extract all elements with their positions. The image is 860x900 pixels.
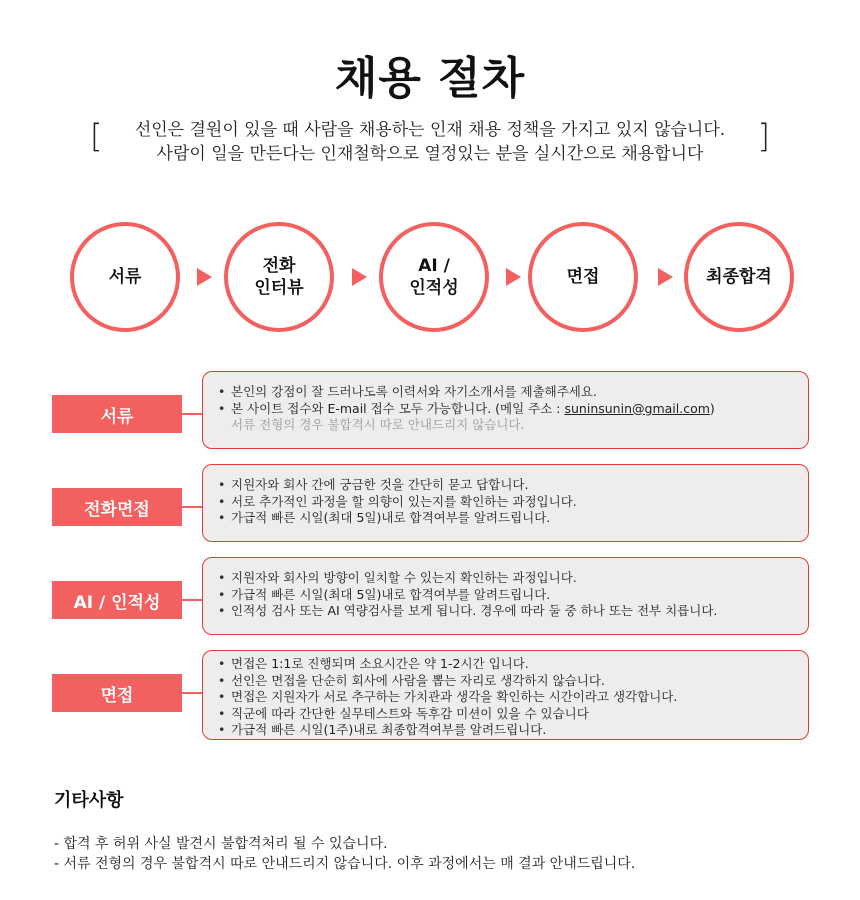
section-documents <box>52 371 809 449</box>
detail-list <box>217 656 796 739</box>
step-label <box>254 255 303 299</box>
left-bracket: [ <box>90 117 103 155</box>
step-label-line: 인적성 <box>409 278 459 298</box>
email-link[interactable]: suninsunin@gmail.com <box>564 400 710 416</box>
list-item: • 가급적 빠른 시일(1주)내로 최종합격여부를 알려드립니다. <box>217 722 796 739</box>
list-item: • 가급적 빠른 시일(최대 5일)내로 합격여부를 알려드립니다. <box>217 587 796 604</box>
section-tag: 서류 <box>52 395 182 433</box>
list-item: • 인적성 검사 또는 AI 역량검사를 보게 됩니다. 경우에 따라 둘 중 하나 또는 전부 치릅니다. <box>217 603 796 620</box>
list-item: • 본인의 강점이 잘 드러나도록 이력서와 자기소개서를 제출해주세요. <box>217 384 796 401</box>
arrow-right-icon <box>506 268 521 286</box>
section-phone-interview <box>52 464 809 542</box>
list-item: • 지원자와 회사의 방향이 일치할 수 있는지 확인하는 과정입니다. <box>217 570 796 587</box>
step-label: 면접 <box>566 267 600 287</box>
step-label: 서류 <box>108 267 142 287</box>
step-label <box>409 255 458 299</box>
list-item: • 서로 추가적인 과정을 할 의향이 있는지를 확인하는 과정입니다. <box>217 494 796 511</box>
step-documents <box>70 222 180 332</box>
connector-line <box>182 506 202 508</box>
list-item-text: 본 사이트 접수와 E-mail 접수 모두 가능합니다. (메일 주소 : <box>231 400 565 416</box>
step-label-line: 인터뷰 <box>254 278 304 298</box>
step-ai-aptitude <box>379 222 489 332</box>
step-phone-interview <box>224 222 334 332</box>
intro-line-1: 선인은 결원이 있을 때 사람을 채용하는 인재 채용 정책을 가지고 있지 않습니다. <box>134 120 726 140</box>
connector-line <box>182 413 202 415</box>
list-item: • 지원자와 회사 간에 궁금한 것을 간단히 묻고 답합니다. <box>217 477 796 494</box>
section-box <box>202 371 809 449</box>
section-box <box>202 557 809 635</box>
section-tag: 면접 <box>52 674 182 712</box>
connector-line <box>182 599 202 601</box>
other-notes-heading: 기타사항 <box>54 790 124 811</box>
right-bracket: ] <box>757 117 770 155</box>
other-notes-line: - 합격 후 허위 사실 발견시 불합격처리 될 수 있습니다. <box>54 836 388 852</box>
list-item <box>217 401 796 418</box>
arrow-right-icon <box>352 268 367 286</box>
detail-list <box>217 477 796 527</box>
section-box <box>202 464 809 542</box>
other-notes-line: - 서류 전형의 경우 불합격시 따로 안내드리지 않습니다. 이후 과정에서는 매 결과 안내드립니다. <box>54 856 636 872</box>
page-title: 채용 절차 <box>334 53 526 104</box>
detail-list <box>217 570 796 620</box>
step-interview <box>528 222 638 332</box>
list-item-note: 서류 전형의 경우 불합격시 따로 안내드리지 않습니다. <box>231 417 525 432</box>
list-item-text: ) <box>709 400 715 416</box>
section-box <box>202 650 809 740</box>
section-ai-aptitude <box>52 557 809 635</box>
step-label-line: 전화 <box>262 256 296 276</box>
arrow-right-icon <box>658 268 673 286</box>
list-item: • 면접은 1:1로 진행되며 소요시간은 약 1-2시간 입니다. <box>217 656 796 673</box>
detail-list <box>217 384 796 434</box>
connector-line <box>182 692 202 694</box>
section-tag: 전화면접 <box>52 488 182 526</box>
list-item: • 직군에 따라 간단한 실무테스트와 독후감 미션이 있을 수 있습니다 <box>217 706 796 723</box>
list-item: • 선인은 면접을 단순히 회사에 사람을 뽑는 자리로 생각하지 않습니다. <box>217 673 796 690</box>
intro-line-2: 사람이 일을 만든다는 인재철학으로 열정있는 분을 실시간으로 채용합니다 <box>156 144 704 164</box>
section-interview <box>52 650 809 740</box>
process-steps <box>70 222 796 332</box>
section-tag: AI / 인적성 <box>52 581 182 619</box>
other-notes <box>54 786 814 874</box>
step-label: 최종합격 <box>706 267 772 287</box>
intro-quote <box>90 118 770 170</box>
step-label-line: AI / <box>418 256 450 276</box>
list-item: • 가급적 빠른 시일(최대 5일)내로 합격여부를 알려드립니다. <box>217 510 796 527</box>
step-final-pass <box>684 222 794 332</box>
list-item: • 면접은 지원자가 서로 추구하는 가치관과 생각을 확인하는 시간이라고 생각합니다. <box>217 689 796 706</box>
arrow-right-icon <box>197 268 212 286</box>
